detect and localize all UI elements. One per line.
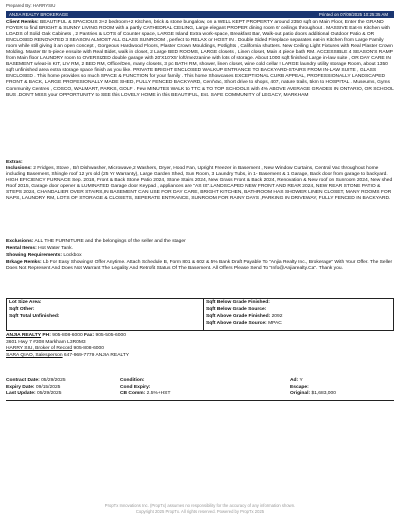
exclusions: [6, 239, 394, 245]
rental-items-label: Rental Items:: [6, 246, 37, 251]
office-fax: 905-505-6000: [95, 333, 126, 338]
expiry-date-label: Expiry Date:: [6, 384, 35, 390]
ad-value: Y: [299, 378, 303, 383]
size-grid-left: [9, 299, 199, 320]
contract-date: 05/29/2025: [41, 378, 66, 383]
header-bar: [6, 11, 394, 18]
original-price: $1,683,000: [311, 391, 336, 397]
exclusions-label: Exclusions:: [6, 239, 34, 244]
office-address: 3601 Hwy 7 #308 Markham L3R0M3: [6, 339, 86, 345]
sqft-above-grade-source-value: MPAC: [268, 321, 282, 326]
sqft-above-grade-finished-label: Sqft Above Grade Finished:: [206, 314, 271, 319]
inclusions-text: 2 Fridges, Stove , B/I Dishwasher, Microwave,2 Washers, Dryer, Hood Fan, Upright Freezer in Basement , New Window Curtains, Central Vac throughout home including Basement, Shingle roof 12 yrs old (25 Yr Warranty), Large Garden Shed, Sun Room, 3 Laundry Tubs, in 1- Basement & 1 Garage, Back door from garage to backyard. HIGH EFICIENCY FURNACE Sep. 2018, Front & Back Stone Patio 2024, Stone Stairs 2024, New Grass Front & Back 2024, Renovation & New roof on Sunroom 2024, New shed Roof 2015, Garage door opener & LUMINATED Garage door Keypad , appliances are "AS IS".LANDSCAPED NEW FRONT AND REAR 2024, NEW REAR STONE PATIO & STEPS 2024, CHANDALIER OVER STAIRS,IN BASEMENT CAN USE FOR DAY CARE, BRIGHT KITCHEN, BATHROOM HAS SHOWER LINEN CLOSET, MANY ROOMS FOR NAPS, LAUNDRY RM, LOTS OF STORAGE & CLOSETS, SEPERATE ENTRANCE, SUNROOM FOR RAINY DAYS ,PARKING IN DRIVEWAY, FULLY FENCED IN BACKYARD.: [6, 166, 393, 202]
showing-requirements: [6, 253, 394, 259]
last-update-label: Last Update:: [6, 391, 36, 397]
agent-1: [6, 346, 394, 353]
inclusions-label: Inclusions:: [6, 166, 32, 172]
printed-on: Printed on 07/09/2025 10:25:35 AM: [318, 12, 388, 17]
ad-label: Ad:: [290, 378, 299, 383]
original-label: Original:: [290, 391, 311, 397]
sqft-above-grade-source-label: Sqft Above Grade Source:: [206, 321, 267, 326]
agent-2: [6, 353, 394, 360]
showing-requirements-text: Lockbox: [63, 253, 82, 258]
client-remarks-text: BEAUTIFUL & SPACIOUS 3+2 bedroom+2 Kitchen, brick & stone bungalow, on a WELL KEPT PROPERTY around 2350 sqft on Main Floor, Enter the GRAND FOYER to find BRIGHT & SUNNY LIVING ROOM with a partly CATHEDRAL CEILING, Large elegant PROPER dining room 6' ceilings throughout . MASSIVE Eat-In Kitchen with LOADS of Solid Oak Cabinets , 2 Pantries & LOTS of Counter space, LARGE Island Extra work-space, Breakfast Bar, Walk-out patio doors additional Outdoor Patio & OR ENCLOSED RENOVATED 3 SEASON ALMOST ALL GLASS SUNROOM , perfect to RELAX or HOST IN . Double Sided Fireplace separates eat-in Kitchen from Large Family room while still giving it an open concept , Gorgeous Hardwood Floors, Plaster Crown Mouldings, Potlights , California shutters. New Ceiling Light Fixtures with Real Plaster Crown Molding. Master Br 5-piece ensuite with Real Bidet, walk in closet, 2 Large BED ROOMS, LARGE closets , Linen closet, Main 4 piece bath RM. ACCESSIBLE 4 SEASON'S RAMP from Main floor LAUNDRY room to OVERSIZED double garage with 20'X10'X5' loft/mezzanine with lots of storage. About 1000 sqft finished Large in-law suite , OR DAY CARE IN BASEMENT w/eat-in KIT, LIV RM, 2 BED RM, Office/Den, many closets, 3 pc BATH RM, shower, linen closet, wine cold cellar ! LARGE laundry utility storage Room, about 1350 sqft unfinished area extra storage space finish as you like. PRIVATE BRIGHT ENCLOSED WALKUP ENTRANCE TO BACKYARD-STAIRS FROM IN-LAW SUITE , GLASS ENCLOSED . This home provides so much SPACE & FUNCTION for your family . This home Showcases EXCEPTIONAL CURB APPEAL, PROFESSIONALLY LANDSCAPED FRONT & BACK, LARGE PROFESIONALLY MADE SHED, FULLY FENCED BACKYARD, Cen/Vac, Short drive to shops, 407, nature trails, 5km to HOSPITAL . Museums, Gyms Community Centres , COSCO, WALMART, PARKS, GOLF . Few MINUTES WALK to TTC & TO TOP SCHOOLS with 4% ABOVE AVERAGE GRADES IN ONTARIO, OR SCHOOL BUS .DON'T MISS your OPPORTUNITY to SEE this LOVELY HOME in this BEAUTIFUL, Est. SAFE COMMUNITY of LEGACY, MARKHAM: [6, 20, 394, 98]
client-remarks: [6, 20, 394, 99]
office-block: [6, 333, 394, 359]
agent-2-phone: 647-969-7779 ANJIA REALTY: [63, 352, 130, 358]
office-ph-label: PH:: [42, 333, 51, 338]
sqft-above-grade-finished: [206, 313, 396, 320]
brokerage-name: ANJIA REALTY BROKERAGE: [9, 12, 69, 17]
footer-copyright: Copyright 2025 PropTx. All rights reserved. Powered by PropTx 2025: [135, 509, 265, 514]
agent-1-name[interactable]: HARRY SIU, Broker of Record: [6, 346, 73, 352]
rental-items: [6, 246, 394, 252]
brokerage-remarks-text: Lb For Easy Showings! Offer Anytime. Attach Schedule B, Form 801 & 602 & 5% Bank Draft Payable To "Anjia Realty Inc., Brokerage" With Your Offer. The Seller Does Not Represent And Does Not Warrant The Legality And Retrofit Status Of The Basement. All Offers Please Send To "Info@Anjiarealty.Ca". Thank you.: [6, 260, 393, 272]
lot-size-area: Lot Size Area:: [9, 300, 42, 305]
exclusions-text: ALL THE FURNITURE and the belongings of the seller and the stager: [34, 239, 186, 244]
expiry-date: 09/15/2025: [35, 384, 61, 390]
size-grid: [6, 298, 394, 331]
extras-section: [6, 160, 394, 202]
dates-col-3: [290, 378, 400, 398]
brokerage-remarks: [6, 260, 394, 272]
footer-disclaimer: PropTx Innovations Inc. (PropTx) assumes no responsibility for the accuracy of any information shown.: [104, 503, 296, 508]
bottom-rule: [6, 400, 394, 401]
cb-comm-label: CB Comm:: [120, 391, 146, 397]
contract-date-label: Contract Date:: [6, 378, 40, 383]
dates-col-2: [120, 378, 270, 398]
rental-items-text: Hot Water Tank.: [38, 246, 73, 251]
sqft-above-grade-finished-value: 2092: [271, 314, 283, 319]
office-line: [6, 333, 394, 340]
cb-comm: 2.5%+HST: [146, 391, 171, 397]
escape-label: Escape:: [290, 384, 309, 390]
condition-label: Condition:: [120, 378, 145, 383]
prepared-by: Prepared By: HARRYSIU: [6, 3, 56, 8]
cond-expiry-label: Cond Expiry:: [120, 384, 151, 390]
sqft-below-grade-finished: Sqft Below Grade Finished:: [206, 300, 270, 305]
sqft-other: Sqft Other:: [9, 307, 35, 312]
extras-label: Extras:: [6, 160, 23, 165]
last-update: 05/29/2025: [36, 391, 62, 397]
sqft-total-unfinished: Sqft Total Unfinished:: [9, 314, 60, 319]
size-grid-right: [203, 299, 396, 330]
office-name[interactable]: ANJIA REALTY: [6, 333, 42, 338]
brokerage-remarks-label: Brkage Remks:: [6, 260, 42, 265]
agent-1-phone: 905-808-6000: [73, 346, 104, 352]
dates-col-1: [6, 378, 126, 398]
agent-2-name[interactable]: SARA QIAO, Salesperson: [6, 352, 63, 358]
office-fax-label: Fax:: [84, 333, 95, 338]
showing-requirements-label: Showing Requirements:: [6, 253, 62, 258]
sqft-below-grade-source: Sqft Below Grade Source:: [206, 307, 267, 312]
sqft-above-grade-source: [206, 320, 396, 327]
client-remarks-label: Client Remks:: [6, 20, 39, 25]
office-phone: 905-808-6000: [52, 333, 83, 338]
